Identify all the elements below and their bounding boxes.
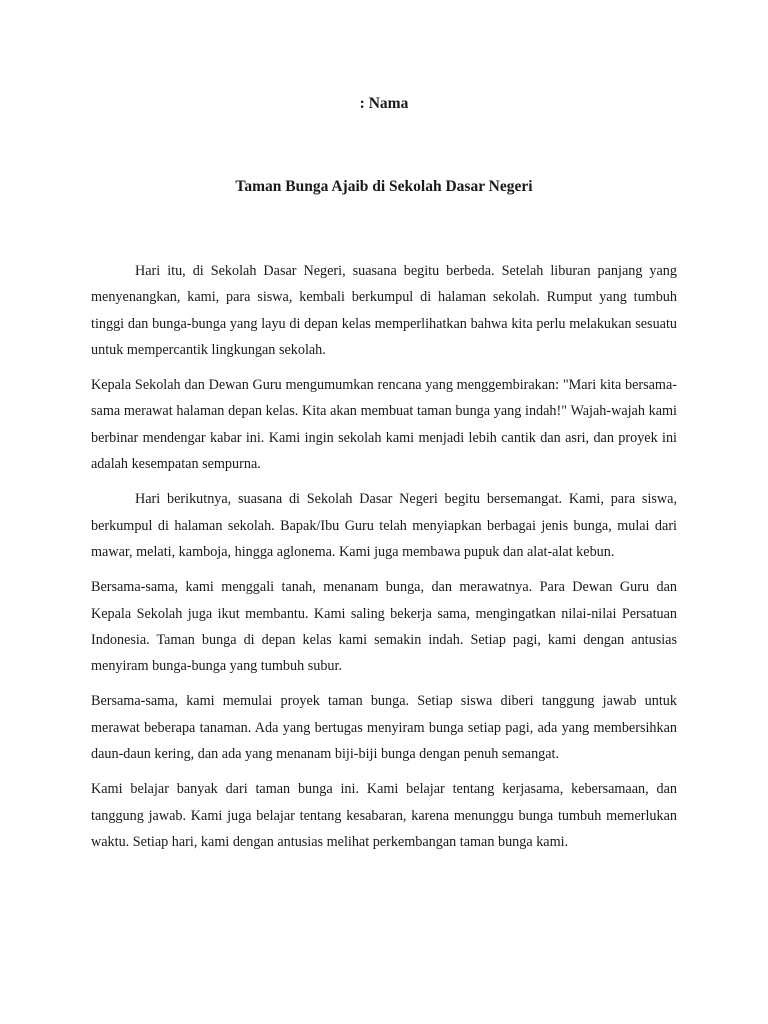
paragraph-2: Kepala Sekolah dan Dewan Guru mengumumkan rencana yang menggembirakan: "Mari kita bersama-sama merawat halaman depan kelas. Kita akan membuat taman bunga yang indah!" Wajah-wajah kami berbinar mendengar kabar ini. Kami ingin sekolah kami menjadi lebih cantik dan asri, dan proyek ini adalah kesempatan sempurna.	[91, 377, 677, 473]
name-label: : Nama	[359, 95, 409, 112]
paragraph-1: Hari itu, di Sekolah Dasar Negeri, suasana begitu berbeda. Setelah liburan panjang yang menyenangkan, kami, para siswa, kembali berkumpul di halaman sekolah. Rumput yang tumbuh tinggi dan bunga-bunga yang layu di depan kelas memperlihatkan bahwa kita perlu melakukan sesuatu untuk mempercantik lingkungan sekolah.	[91, 263, 677, 358]
paragraph-6: Kami belajar banyak dari taman bunga ini. Kami belajar tentang kerjasama, kebersamaan, dan tanggung jawab. Kami juga belajar tentang kesabaran, karena menunggu bunga tumbuh memerlukan waktu. Setiap hari, kami dengan antusias melihat perkembangan taman bunga kami.	[91, 781, 677, 850]
document-title: Taman Bunga Ajaib di Sekolah Dasar Negeri	[235, 178, 533, 195]
paragraph-5: Bersama-sama, kami memulai proyek taman bunga. Setiap siswa diberi tanggung jawab untuk merawat beberapa tanaman. Ada yang bertugas menyiram bunga setiap pagi, ada yang membersihkan daun-daun kering, dan ada yang menanam biji-biji bunga dengan penuh semangat.	[91, 693, 677, 763]
document-body	[91, 258, 677, 864]
paragraph-4: Bersama-sama, kami menggali tanah, menanam bunga, dan merawatnya. Para Dewan Guru dan Kepala Sekolah juga ikut membantu. Kami saling bekerja sama, mengingatkan nilai-nilai Persatuan Indonesia. Taman bunga di depan kelas kami semakin indah. Setiap pagi, kami dengan antusias menyiram bunga-bunga yang tumbuh subur.	[91, 579, 677, 675]
paragraph-3: Hari berikutnya, suasana di Sekolah Dasar Negeri begitu bersemangat. Kami, para siswa, berkumpul di halaman sekolah. Bapak/Ibu Guru telah menyiapkan berbagai jenis bunga, mulai dari mawar, melati, kamboja, hingga aglonema. Kami juga membawa pupuk dan alat-alat kebun.	[91, 491, 677, 560]
